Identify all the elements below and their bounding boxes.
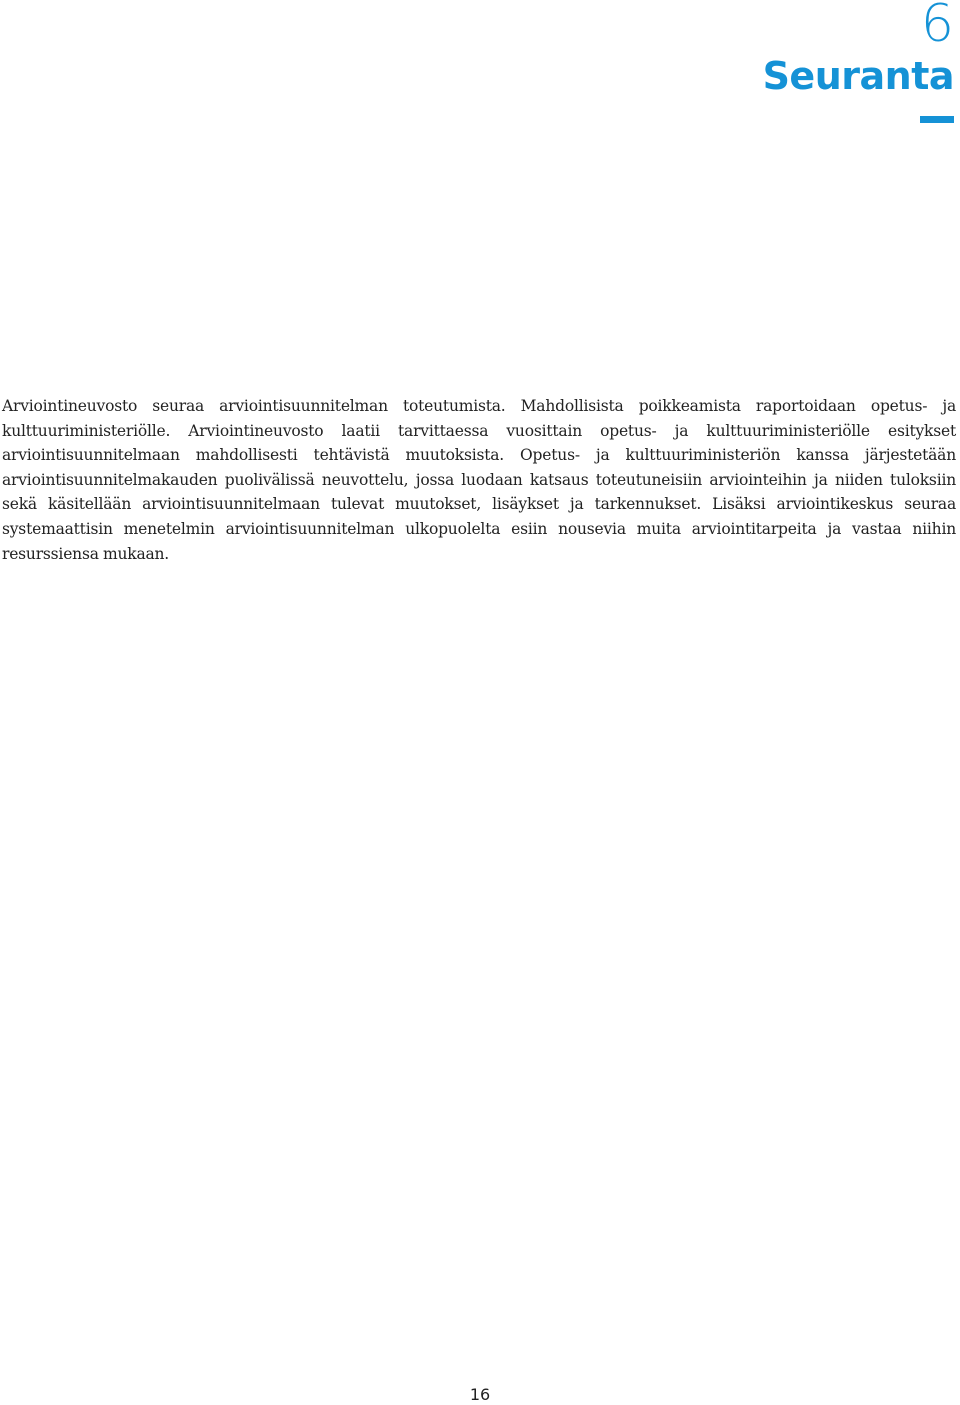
chapter-accent-bar (920, 116, 954, 123)
chapter-number: 6 (920, 0, 954, 54)
page-number: 16 (469, 1385, 491, 1404)
body-paragraph: Arviointineuvosto seuraa arviointisuunnitelman toteutumista. Mahdollisista poikkeamista raportoidaan opetus- ja kulttuuriministeriölle. Arviointineuvosto laatii tarvittaessa vuosittain opetus- ja kulttuuriministeriölle esitykset arviointisuunnitelmaan mahdollisesti tehtävistä muutoksista. Opetus- ja kulttuuriministeriön kanssa järjestetään arviointisuunnitelmakauden puolivälissä neuvottelu, jossa luodaan katsaus toteutuneisiin arviointeihin ja niiden tuloksiin sekä käsitellään arviointisuunnitelmaan tulevat muutokset, lisäykset ja tarkennukset. Lisäksi arviointikeskus seuraa systemaattisin menetelmin arviointisuunnitelman ulkopuolelta esiin nousevia muita arviointitarpeita ja vastaa niihin resurssiensa mukaan. (2, 397, 956, 563)
chapter-title: Seuranta (762, 54, 954, 98)
